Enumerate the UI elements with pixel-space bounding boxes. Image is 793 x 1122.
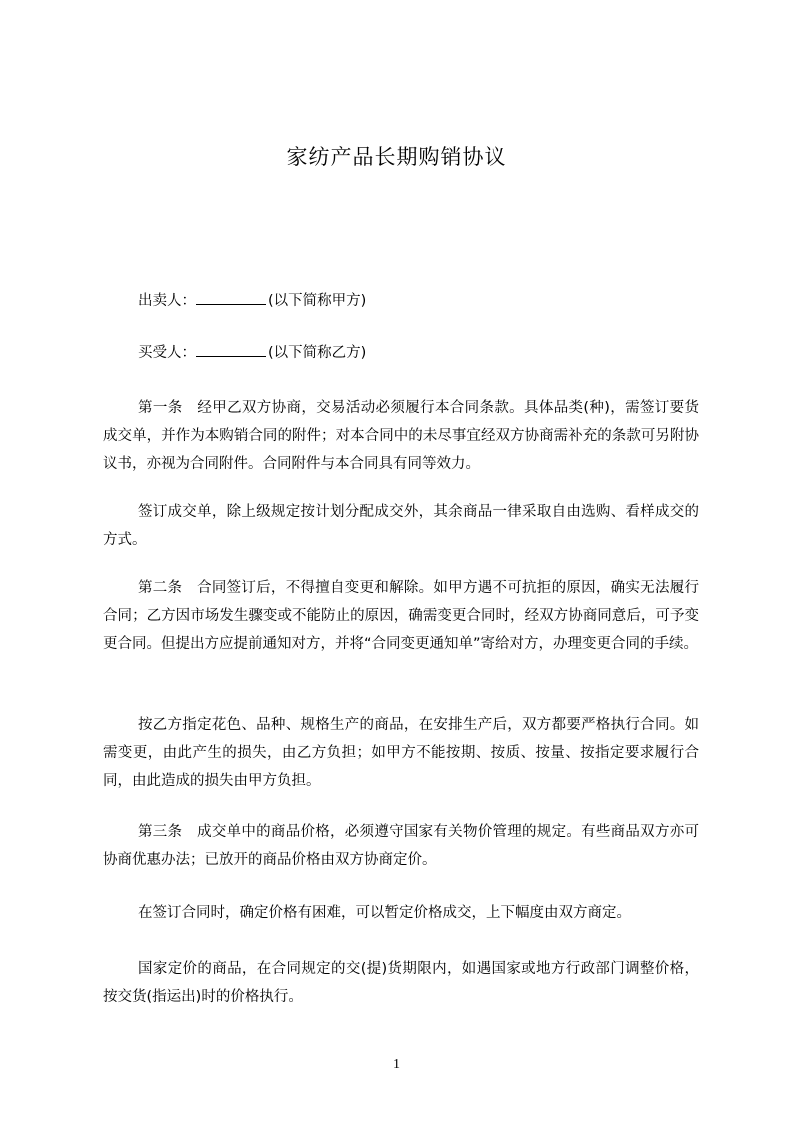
paragraph-article-3: 第三条 成交单中的商品价格，必须遵守国家有关物价管理的规定。有些商品双方亦可协商优惠办法；已放开的商品价格由双方协商定价。 bbox=[103, 824, 699, 868]
paragraph-state-price: 国家定价的商品，在合同规定的交(提)货期限内，如遇国家或地方行政部门调整价格，按交货(指运出)时的价格执行。 bbox=[103, 961, 699, 1005]
buyer-blank bbox=[196, 342, 266, 357]
buyer-suffix: (以下简称乙方) bbox=[268, 345, 367, 361]
seller-suffix: (以下简称甲方) bbox=[268, 293, 367, 309]
document-title: 家纺产品长期购销协议 bbox=[286, 145, 507, 169]
buyer-label: 买受人： bbox=[138, 345, 196, 361]
paragraph-article-2: 第二条 合同签订后，不得擅自变更和解除。如甲方遇不可抗拒的原因，确实无法履行合同；乙方因市场发生骤变或不能防止的原因，确需变更合同时，经双方协商同意后，可予变更合同。但提出方应提前通知对方，并将“合同变更通知单”寄给对方，办理变更合同的手续。 bbox=[103, 580, 699, 652]
seller-blank bbox=[196, 290, 266, 305]
page-number: 1 bbox=[393, 1057, 400, 1072]
paragraph-provisional-price: 在签订合同时，确定价格有困难，可以暂定价格成交，上下幅度由双方商定。 bbox=[138, 905, 631, 921]
seller-label: 出卖人： bbox=[138, 293, 196, 309]
seller-line bbox=[103, 287, 699, 315]
paragraph-specified-goods: 按乙方指定花色、品种、规格生产的商品，在安排生产后，双方都要严格执行合同。如需变更，由此产生的损失，由乙方负担；如甲方不能按期、按质、按量、按指定要求履行合同，由此造成的损失由甲方负担。 bbox=[103, 717, 699, 789]
paragraph-article-1: 第一条 经甲乙双方协商，交易活动必须履行本合同条款。具体品类(种)，需签订要货成交单，并作为本购销合同的附件；对本合同中的未尽事宜经双方协商需补充的条款可另附协议书，亦视为合同附件。合同附件与本合同具有同等效力。 bbox=[103, 400, 699, 472]
paragraph-order-form: 签订成交单，除上级规定按计划分配成交外，其余商品一律采取自由选购、看样成交的方式。 bbox=[103, 504, 699, 548]
buyer-line bbox=[103, 339, 699, 367]
